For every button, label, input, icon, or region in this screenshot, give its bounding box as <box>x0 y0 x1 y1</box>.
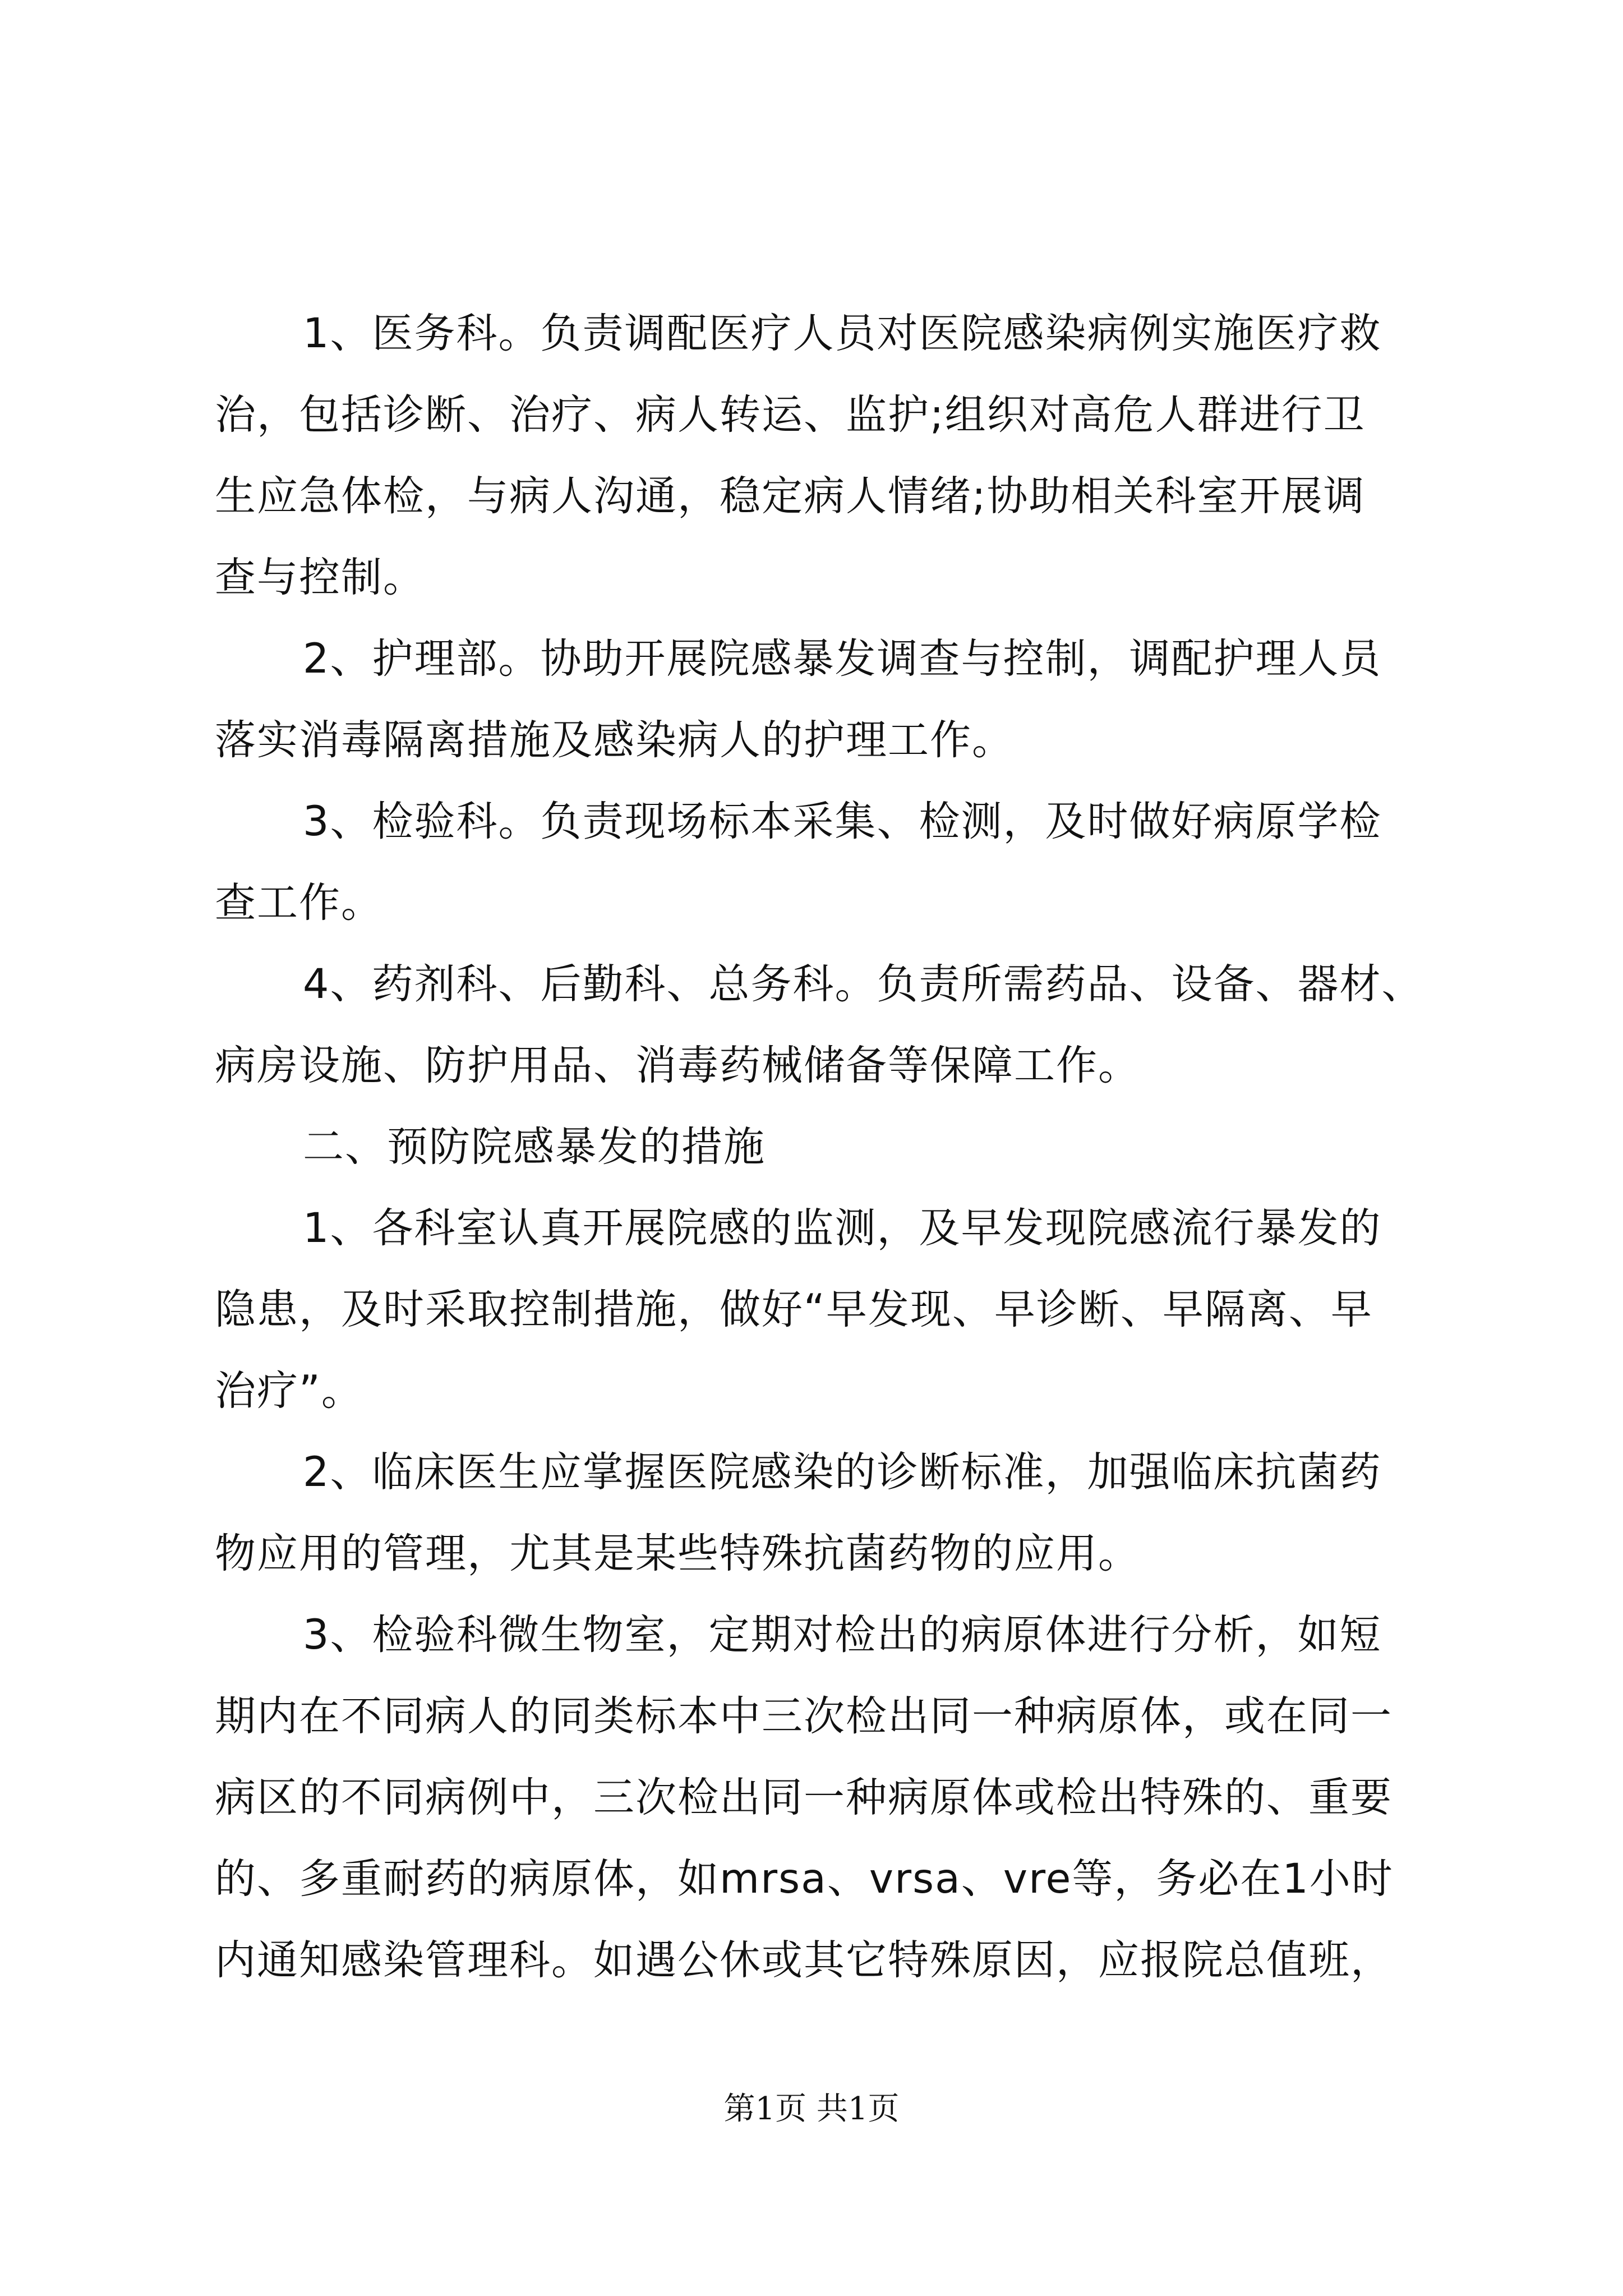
text-line: 治疗”。 <box>215 1367 363 1415</box>
text-line: 期内在不同病人的同类标本中三次检出同一种病原体，或在同一 <box>215 1692 1393 1740</box>
text-line: 治，包括诊断、治疗、病人转运、监护;组织对高危人群进行卫 <box>215 391 1366 439</box>
text-line: 病房设施、防护用品、消毒药械储备等保障工作。 <box>215 1042 1140 1089</box>
text-line: 生应急体检，与病人沟通，稳定病人情绪;协助相关科室开展调 <box>215 472 1366 520</box>
text-line: 落实消毒隔离措施及感染病人的护理工作。 <box>215 716 1014 764</box>
text-line: 1、各科室认真开展院感的监测，及早发现院感流行暴发的 <box>303 1204 1382 1252</box>
text-line: 3、检验科微生物室，定期对检出的病原体进行分析，如短 <box>303 1611 1382 1659</box>
text-line: 1、医务科。负责调配医疗人员对医院感染病例实施医疗救 <box>303 310 1382 357</box>
text-line: 物应用的管理，尤其是某些特殊抗菌药物的应用。 <box>215 1530 1140 1577</box>
text-line: 查工作。 <box>215 879 383 927</box>
text-line: 3、检验科。负责现场标本采集、检测，及时做好病原学检 <box>303 798 1382 845</box>
text-line: 的、多重耐药的病原体，如mrsa、vrsa、vre等，务必在1小时 <box>215 1855 1394 1903</box>
text-line: 2、护理部。协助开展院感暴发调查与控制，调配护理人员 <box>303 635 1382 683</box>
text-line: 2、临床医生应掌握医院感染的诊断标准，加强临床抗菌药 <box>303 1448 1382 1496</box>
page-footer: 第1页 共1页 <box>723 2091 900 2127</box>
text-line: 4、药剂科、后勤科、总务科。负责所需药品、设备、器材、 <box>303 960 1424 1008</box>
text-line: 隐患，及时采取控制措施，做好“早发现、早诊断、早隔离、早 <box>215 1286 1373 1333</box>
section-heading: 二、预防院感暴发的措施 <box>303 1123 766 1171</box>
text-line: 查与控制。 <box>215 554 425 601</box>
text-line: 病区的不同病例中，三次检出同一种病原体或检出特殊的、重要 <box>215 1774 1393 1821</box>
text-line: 内通知感染管理科。如遇公休或其它特殊原因，应报院总值班， <box>215 1936 1393 1984</box>
